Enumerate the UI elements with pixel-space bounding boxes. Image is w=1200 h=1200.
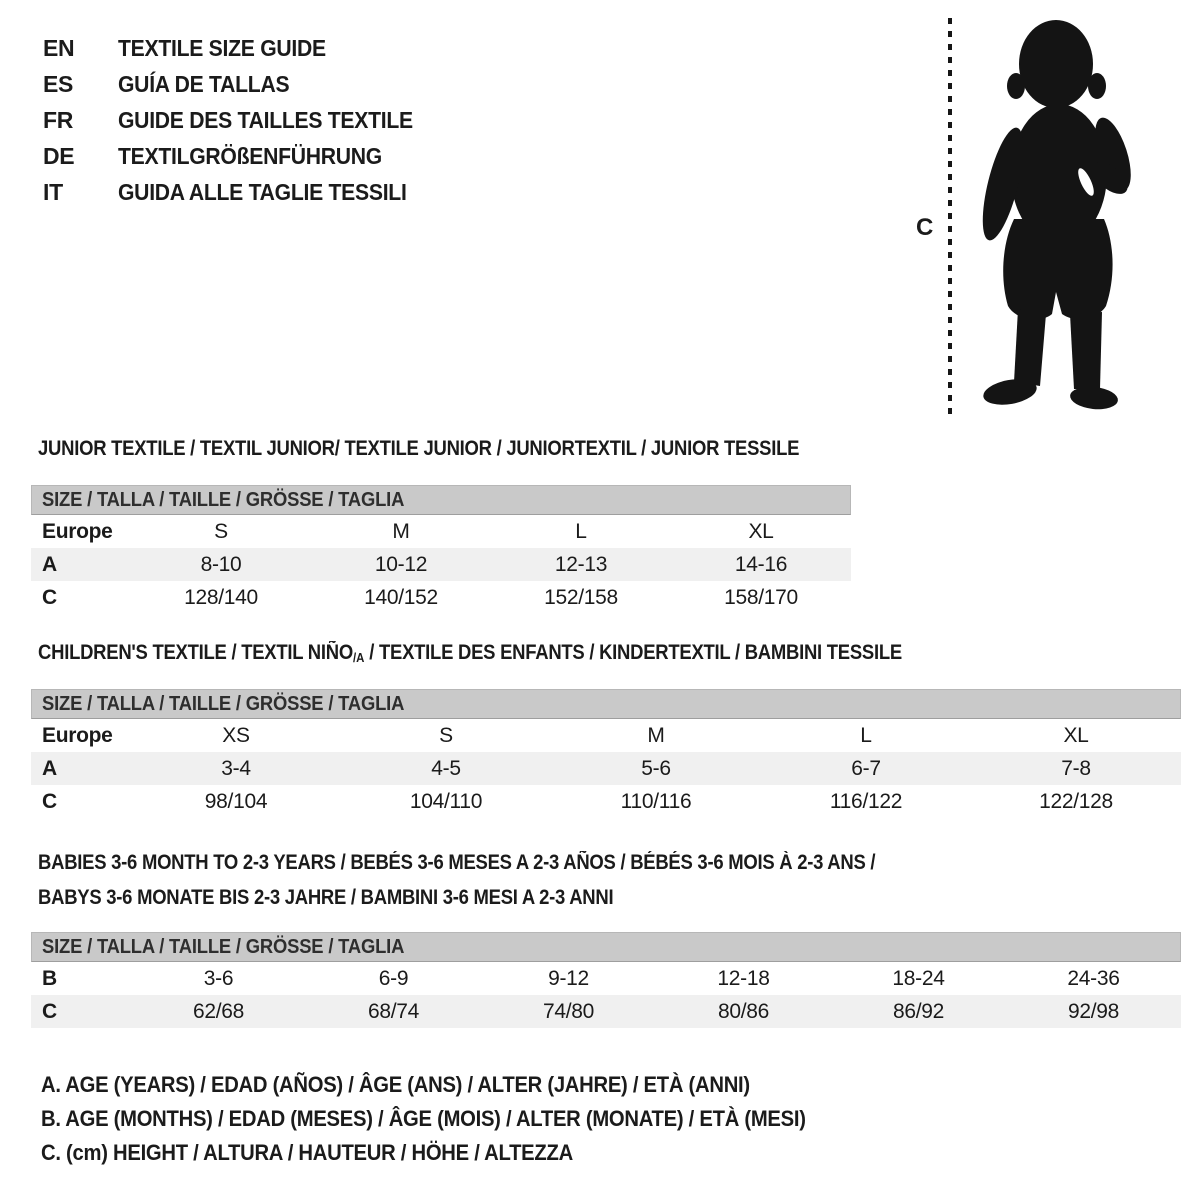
guide-title: GUIDA ALLE TAGLIE TESSILI bbox=[118, 178, 407, 205]
table-row bbox=[31, 581, 851, 614]
table-cell: 92/98 bbox=[1067, 999, 1120, 1023]
row-label: C bbox=[42, 999, 57, 1023]
note-age-months: B. AGE (MONTHS) / EDAD (MESES) / ÂGE (MOIS) / ALTER (MONATE) / ETÀ (MESI) bbox=[41, 1106, 806, 1131]
table-cell: 86/92 bbox=[892, 999, 945, 1023]
table-row bbox=[31, 719, 1181, 752]
table-cell: S bbox=[214, 519, 228, 543]
row-label: C bbox=[42, 585, 57, 609]
section-junior-textile bbox=[31, 436, 851, 614]
lang-row-fr bbox=[43, 102, 439, 138]
lang-row-de bbox=[43, 138, 439, 174]
table-cell: 122/128 bbox=[1039, 789, 1113, 813]
section-title-text: BABYS 3-6 MONATE BIS 2-3 JAHRE / BAMBINI 3-6 MESI A 2-3 ANNI bbox=[38, 886, 614, 909]
table-cell: 7-8 bbox=[1061, 756, 1091, 780]
size-table bbox=[31, 719, 1181, 818]
table-cell: 12-18 bbox=[717, 966, 770, 990]
table-cell: 18-24 bbox=[892, 966, 945, 990]
table-cell: XL bbox=[748, 519, 774, 543]
section-title bbox=[31, 436, 800, 464]
table-cell: S bbox=[439, 723, 453, 747]
table-cell: XL bbox=[1063, 723, 1089, 747]
row-label: A bbox=[42, 756, 57, 780]
table-cell: 104/110 bbox=[409, 789, 483, 813]
row-label: B bbox=[42, 966, 57, 990]
section-title-text: JUNIOR TEXTILE / TEXTIL JUNIOR/ TEXTILE JUNIOR / JUNIORTEXTIL / JUNIOR TESSILE bbox=[38, 437, 800, 460]
section-title-text: / TEXTILE DES ENFANTS / KINDERTEXTIL / BAMBINI TESSILE bbox=[364, 641, 902, 664]
size-header-label: SIZE / TALLA / TAILLE / GRÖSSE / TAGLIA bbox=[42, 935, 405, 958]
table-cell: 158/170 bbox=[724, 585, 798, 609]
table-cell: 116/122 bbox=[829, 789, 903, 813]
guide-title: TEXTILE SIZE GUIDE bbox=[118, 34, 326, 61]
table-cell: M bbox=[392, 519, 410, 543]
size-header-bar bbox=[31, 932, 1181, 962]
table-cell: 9-12 bbox=[548, 966, 589, 990]
table-cell: 24-36 bbox=[1067, 966, 1120, 990]
table-cell: 12-13 bbox=[554, 552, 608, 576]
legend-notes bbox=[41, 1068, 872, 1170]
row-label: A bbox=[42, 552, 57, 576]
table-row bbox=[31, 785, 1181, 818]
table-cell: 74/80 bbox=[542, 999, 595, 1023]
section-title-text: BABIES 3-6 MONTH TO 2-3 YEARS / BEBÉS 3-6 MESES A 2-3 AÑOS / BÉBÉS 3-6 MOIS À 2-3 ANS / bbox=[38, 851, 876, 874]
row-label: Europe bbox=[42, 723, 113, 747]
table-cell: 10-12 bbox=[374, 552, 428, 576]
row-label: C bbox=[42, 789, 57, 813]
lang-row-en bbox=[43, 30, 439, 66]
table-cell: M bbox=[647, 723, 665, 747]
table-cell: 110/116 bbox=[620, 789, 692, 813]
lang-code: FR bbox=[43, 106, 74, 133]
table-row bbox=[31, 515, 851, 548]
section-title-sub: /A bbox=[352, 650, 365, 665]
table-cell: 152/158 bbox=[544, 585, 618, 609]
table-cell: 62/68 bbox=[192, 999, 245, 1023]
table-cell: 98/104 bbox=[204, 789, 268, 813]
table-cell: 3-4 bbox=[221, 756, 251, 780]
table-cell: 80/86 bbox=[717, 999, 770, 1023]
baby-silhouette-icon bbox=[958, 14, 1148, 414]
table-cell: 14-16 bbox=[734, 552, 788, 576]
section-title-text: CHILDREN'S TEXTILE / TEXTIL NIÑO bbox=[38, 641, 353, 664]
lang-row-it bbox=[43, 174, 439, 210]
size-table bbox=[31, 962, 1181, 1028]
size-header-bar bbox=[31, 689, 1181, 719]
size-table bbox=[31, 515, 851, 614]
table-row bbox=[31, 962, 1181, 995]
lang-code: DE bbox=[43, 142, 75, 169]
table-cell: L bbox=[860, 723, 872, 747]
height-measure-dashed-line bbox=[948, 18, 952, 416]
table-cell: 4-5 bbox=[431, 756, 461, 780]
guide-title: TEXTILGRÖßENFÜHRUNG bbox=[118, 142, 382, 169]
table-row bbox=[31, 752, 1181, 785]
section-title bbox=[31, 640, 1043, 668]
table-row bbox=[31, 995, 1181, 1028]
table-cell: 68/74 bbox=[367, 999, 420, 1023]
lang-code: EN bbox=[43, 34, 75, 61]
table-cell: 3-6 bbox=[203, 966, 234, 990]
table-cell: 140/152 bbox=[364, 585, 438, 609]
table-cell: 8-10 bbox=[200, 552, 242, 576]
size-header-label: SIZE / TALLA / TAILLE / GRÖSSE / TAGLIA bbox=[42, 488, 405, 511]
table-cell: L bbox=[575, 519, 587, 543]
size-header-bar bbox=[31, 485, 851, 515]
lang-code: ES bbox=[43, 70, 74, 97]
lang-code: IT bbox=[43, 178, 63, 205]
lang-row-es bbox=[43, 66, 439, 102]
section-children-textile bbox=[31, 640, 1181, 818]
guide-title: GUÍA DE TALLAS bbox=[118, 70, 290, 97]
section-title-line2 bbox=[31, 885, 1043, 911]
section-title bbox=[31, 850, 1043, 878]
table-cell: 6-9 bbox=[378, 966, 409, 990]
size-header-label: SIZE / TALLA / TAILLE / GRÖSSE / TAGLIA bbox=[42, 692, 405, 715]
guide-title: GUIDE DES TAILLES TEXTILE bbox=[118, 106, 413, 133]
note-height-cm: C. (cm) HEIGHT / ALTURA / HAUTEUR / HÖHE / ALTEZZA bbox=[41, 1140, 573, 1165]
table-cell: 128/140 bbox=[184, 585, 258, 609]
note-age-years: A. AGE (YEARS) / EDAD (AÑOS) / ÂGE (ANS) / ALTER (JAHRE) / ETÀ (ANNI) bbox=[41, 1072, 750, 1097]
table-cell: 5-6 bbox=[641, 756, 671, 780]
section-babies-textile bbox=[31, 850, 1181, 1028]
table-cell: XS bbox=[222, 723, 250, 747]
row-label: Europe bbox=[42, 519, 113, 543]
table-row bbox=[31, 548, 851, 581]
language-title-list bbox=[43, 30, 439, 210]
height-measure-label: C bbox=[916, 214, 934, 241]
table-cell: 6-7 bbox=[851, 756, 881, 780]
